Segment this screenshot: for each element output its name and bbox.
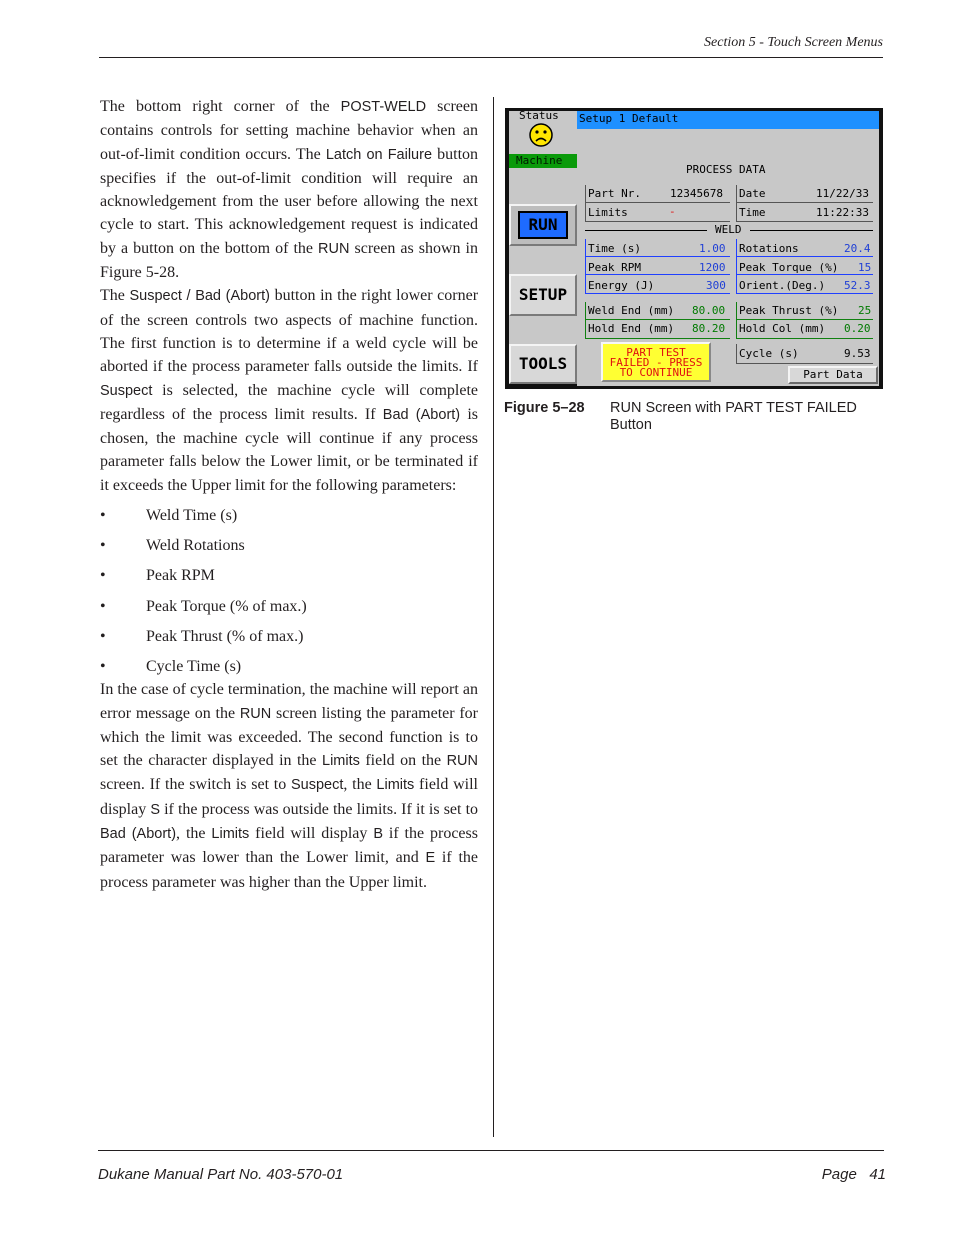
body-text-column — [100, 95, 478, 894]
weld-divider-left — [585, 230, 707, 231]
weld-divider-right — [750, 230, 873, 231]
peak-rpm-label: Peak RPM — [588, 261, 641, 274]
machine-label: Machine — [516, 154, 563, 167]
weld-label: WELD — [715, 223, 742, 236]
paragraph-suspect-bad: The Suspect / Bad (Abort) button in the right lower corner of the screen controls two aspects of machine function. The first function is to determine if a weld cycle will be aborted if the process parameter falls outside the limits. If Suspect is selected, the machine cycle will complete regardless of the process limit results. If Bad (Abort) is chosen, the machine cycle will continue if any process parameter falls below the Lower limit, or be terminated if it exceeds the Upper limit for the following parameters: — [100, 287, 479, 494]
run-screen-figure — [505, 108, 883, 389]
peak-torque-label: Peak Torque (%) — [739, 261, 839, 274]
column-divider — [493, 97, 494, 1137]
footer-page: Page 41 — [821, 1166, 886, 1183]
date-value: 11/22/33 — [816, 187, 869, 200]
energy-label: Energy (J) — [588, 279, 655, 292]
orient-value: 52.3 — [844, 279, 871, 292]
paragraph-termination: In the case of cycle termination, the machine will report an error message on the RUN screen listing the parameter for which the limit was exceeded. The second function is to set the character displayed in the Limits field on the RUN screen. If the switch is set to Suspect, the Limits field will display S if the process was outside the limits. If it is set to Bad (Abort), the Limits field will display B if the process parameter was lower than the Lower limit, and E if the process parameter was higher than the Upper limit. — [100, 681, 479, 891]
weld-end-value: 80.00 — [692, 304, 726, 317]
cycle-value: 9.53 — [844, 347, 871, 360]
process-data-title: PROCESS DATA — [686, 163, 766, 176]
setup-button[interactable]: SETUP — [509, 274, 577, 316]
footer-part-number: Dukane Manual Part No. 403-570-01 — [98, 1166, 344, 1183]
setup-title: Setup 1 Default — [579, 112, 679, 125]
hold-col-label: Hold Col (mm) — [739, 322, 826, 335]
rotations-value: 20.4 — [844, 242, 871, 255]
figure-label: Figure 5–28 — [504, 400, 585, 416]
limits-label: Limits — [588, 206, 628, 219]
rotations-label: Rotations — [739, 242, 799, 255]
paragraph-latch: The bottom right corner of the POST-WELD screen contains controls for setting machine behavior when an out-of-limit condition occurs. The Latch on Failure button specifies if the out-of-limit condition will require an acknowledgement from the user before allowing the next cycle to start. This acknowledgement request is indicated by a button on the bottom of the RUN screen as shown in Figure 5-28. — [100, 98, 479, 282]
hold-end-label: Hold End (mm) — [588, 322, 675, 335]
tools-button[interactable]: TOOLS — [509, 344, 577, 384]
peak-torque-value: 15 — [858, 261, 872, 274]
time-value: 11:22:33 — [816, 206, 869, 219]
cycle-label: Cycle (s) — [739, 347, 799, 360]
energy-value: 300 — [706, 279, 726, 292]
date-label: Date — [739, 187, 766, 200]
section-header: Section 5 - Touch Screen Menus — [704, 35, 883, 50]
sad-face-icon — [529, 123, 553, 147]
peak-thrust-value: 25 — [858, 304, 872, 317]
list-item: • Weld Rotations — [100, 537, 245, 555]
list-item: • Weld Time (s) — [100, 507, 238, 525]
weld-time-value: 1.00 — [699, 242, 726, 255]
footer-rule — [98, 1150, 884, 1151]
hold-col-value: 0.20 — [844, 322, 871, 335]
part-data-button[interactable]: Part Data — [788, 366, 878, 384]
peak-rpm-value: 1200 — [699, 261, 726, 274]
weld-end-label: Weld End (mm) — [588, 304, 675, 317]
run-button[interactable]: RUN — [509, 204, 577, 246]
part-nr-value: 12345678 — [670, 187, 723, 200]
screen-left-panel — [509, 111, 577, 383]
list-item: • Peak Thrust (% of max.) — [100, 627, 304, 645]
hold-end-value: 80.20 — [692, 322, 726, 335]
peak-thrust-label: Peak Thrust (%) — [739, 304, 839, 317]
weld-time-label: Time (s) — [588, 242, 641, 255]
part-nr-label: Part Nr. — [588, 187, 641, 200]
time-label: Time — [739, 206, 766, 219]
header-rule — [99, 57, 883, 58]
part-test-failed-button[interactable]: PART TEST FAILED - PRESS TO CONTINUE — [601, 342, 711, 382]
list-item: • Peak Torque (% of max.) — [100, 597, 307, 615]
parameter-list — [100, 504, 478, 678]
list-item: • Peak RPM — [100, 567, 215, 585]
figure-caption: RUN Screen with PART TEST FAILED Button — [610, 400, 857, 433]
status-label: Status — [519, 109, 559, 122]
list-item: • Cycle Time (s) — [100, 657, 242, 675]
limits-value: - — [669, 205, 676, 218]
orient-label: Orient.(Deg.) — [739, 279, 826, 292]
